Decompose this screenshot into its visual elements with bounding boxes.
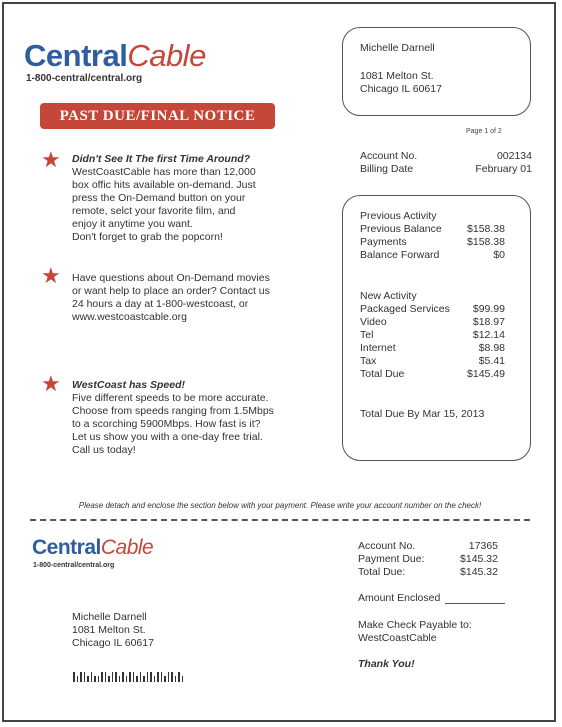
payable-label: Make Check Payable to: [358,619,472,631]
past-due-banner: PAST DUE/FINAL NOTICE [40,103,275,129]
barcode-bar [150,672,152,682]
summary-row [360,355,505,368]
amount-enclosed-line[interactable] [445,603,505,604]
stub-account-info [358,540,498,579]
barcode-bar [77,676,79,682]
summary-row [360,303,505,316]
barcode-bar [143,676,145,682]
promo-line: Don't forget to grab the popcorn! [72,231,223,243]
stub-recipient-city: Chicago IL 60617 [72,637,154,649]
barcode-bar [168,672,170,682]
billing-date-value: February 01 [475,163,532,175]
promo-line: remote, selct your favorite film, and [72,205,236,217]
row-value: $158.38 [467,236,505,248]
promo-on-demand [72,153,297,244]
promo-line: Five different speeds to be more accurate. [72,392,269,404]
recipient-name: Michelle Darnell [360,42,435,54]
summary-row [360,236,505,249]
row-label: Payments [360,236,407,248]
barcode-bar [161,672,163,682]
new-activity-title: New Activity [360,290,417,302]
barcode-bar [94,676,96,682]
account-no-value: 002134 [496,150,532,162]
barcode-bar [101,672,103,682]
summary-row [360,316,505,329]
barcode-bar [178,672,180,682]
barcode-bar [105,672,107,682]
row-value: $145.32 [460,553,498,565]
barcode-bar [133,672,135,682]
summary-row [360,223,505,236]
promo-line: press the On-Demand button on your [72,192,246,204]
summary-row [360,342,505,355]
barcode-bar [126,676,128,682]
promo-line: Choose from speeds ranging from 1.5Mbps [72,405,274,417]
billing-date-row [360,163,532,176]
promo-line: WestCoastCable has more than 12,000 [72,166,256,178]
row-value: $5.41 [478,355,505,367]
barcode-bar [171,672,173,682]
promo-heading: Didn't See It The first Time Around? [72,153,251,165]
billing-date-label: Billing Date [360,163,414,175]
barcode-bar [98,676,100,682]
promo-line: www.westcoastcable.org [72,311,187,323]
new-activity [360,290,505,381]
barcode-bar [147,672,149,682]
account-number-row [360,150,532,163]
promo-line: Have questions about On-Demand movies [72,272,270,284]
stub-brand-logo [32,536,153,560]
barcode-bar [119,676,121,682]
barcode-bar [140,672,142,682]
stub-recipient-street: 1081 Melton St. [72,624,146,636]
promo-speed [72,379,297,457]
logo-part1: Central [32,536,101,559]
amount-enclosed-label: Amount Enclosed [358,592,441,604]
barcode-bar [108,676,110,682]
star-icon: ★ [41,371,61,396]
detach-line [30,519,530,521]
logo-part2: Cable [127,38,206,73]
row-label: Internet [360,342,396,354]
barcode-bar [122,672,124,682]
promo-line: to a scorching 5900Mbps. How fast is it? [72,418,261,430]
summary-row [360,368,505,381]
payable-to: WestCoastCable [358,632,437,644]
brand-url: 1-800-central/central.org [26,73,143,84]
thank-you: Thank You! [358,658,415,670]
page-number: Page 1 of 2 [466,128,502,135]
stub-recipient-name: Michelle Darnell [72,611,147,623]
row-label: Account No. [358,540,416,552]
barcode-bar [84,672,86,682]
logo-part2: Cable [100,536,154,559]
row-value: $12.14 [472,329,505,341]
previous-activity [360,210,505,262]
row-label: Tax [360,355,377,367]
barcode-bar [164,676,166,682]
recipient-street: 1081 Melton St. [360,70,434,82]
barcode-bar [87,676,89,682]
stub-row [358,566,498,579]
star-icon: ★ [41,147,61,172]
detach-note: Please detach and enclose the section below with your payment. Please write your account number on the check! [78,501,482,510]
row-label: Previous Balance [360,223,442,235]
barcode-bar [157,672,159,682]
row-value: $158.38 [467,223,505,235]
promo-line: 24 hours a day at 1-800-westcoast, or [72,298,249,310]
summary-row [360,329,505,342]
row-label: Total Due: [358,566,406,578]
barcode-bar [112,672,114,682]
row-label: Balance Forward [360,249,440,261]
barcode [73,672,183,682]
row-label: Tel [360,329,374,341]
promo-heading: WestCoast has Speed! [72,379,186,391]
row-label: Payment Due: [358,553,425,565]
promo-line: or want help to place an order? Contact us [72,285,270,297]
row-value: 17365 [468,540,498,552]
brand-logo [24,38,206,74]
account-no-label: Account No. [360,150,418,162]
promo-line: Let us show you with a one-day free trial. [72,431,263,443]
row-value: $18.97 [472,316,505,328]
row-value: $0 [493,249,505,261]
barcode-bar [115,672,117,682]
promo-line: enjoy it anytime you want. [72,218,193,230]
account-info [360,150,532,176]
barcode-bar [175,676,177,682]
barcode-bar [136,676,138,682]
row-label: Packaged Services [360,303,450,315]
total-due-by: Total Due By Mar 15, 2013 [360,408,485,420]
row-label: Video [360,316,387,328]
logo-part1: Central [24,38,128,73]
stub-row [358,540,498,553]
barcode-bar [182,676,184,682]
star-icon: ★ [41,263,61,288]
previous-activity-title: Previous Activity [360,210,437,222]
row-label: Total Due [360,368,405,380]
promo-line: box offic hits available on-demand. Just [72,179,256,191]
barcode-bar [73,672,75,682]
promo-line: Call us today! [72,444,136,456]
row-value: $145.32 [460,566,498,578]
barcode-bar [129,672,131,682]
barcode-bar [91,672,93,682]
summary-row [360,249,505,262]
stub-row [358,553,498,566]
promo-help [72,272,297,324]
recipient-city: Chicago IL 60617 [360,83,442,95]
stub-brand-url: 1-800-central/central.org [33,562,115,569]
row-value: $99.99 [472,303,505,315]
barcode-bar [154,676,156,682]
row-value: $8.98 [478,342,505,354]
barcode-bar [80,672,82,682]
row-value: $145.49 [467,368,505,380]
